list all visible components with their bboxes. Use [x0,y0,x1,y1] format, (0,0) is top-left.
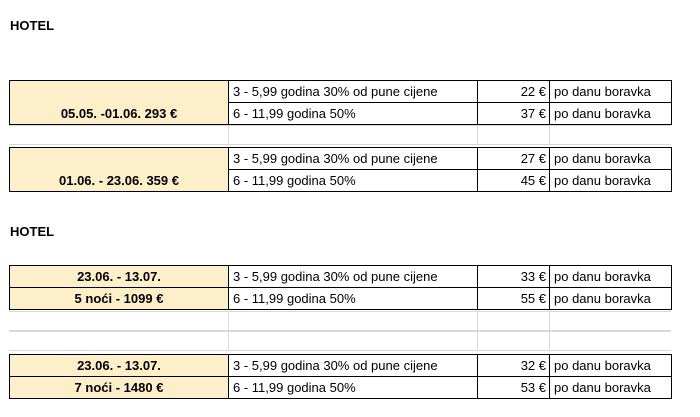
age-description: 3 - 5,99 godina 30% od pune cijene [229,148,478,170]
period-cell: 23.06. - 13.07. [10,355,229,377]
table-row [10,377,672,399]
table-row [10,266,672,288]
price-cell: 55 € [478,288,550,310]
table-row [10,148,672,170]
spacer-row [9,311,671,331]
price-table [9,80,672,125]
age-description: 6 - 11,99 godina 50% [229,103,478,125]
period-cell: 23.06. - 13.07. [10,266,229,288]
unit-cell: po danu boravka [550,377,672,399]
unit-cell: po danu boravka [550,103,672,125]
price-cell: 37 € [478,103,550,125]
price-cell: 53 € [478,377,550,399]
age-description: 3 - 5,99 godina 30% od pune cijene [229,266,478,288]
price-table [9,354,672,399]
spacer-row [9,331,671,351]
unit-cell: po danu boravka [550,355,672,377]
age-description: 6 - 11,99 godina 50% [229,377,478,399]
unit-cell: po danu boravka [550,266,672,288]
age-description: 3 - 5,99 godina 30% od pune cijene [229,81,478,103]
price-cell: 45 € [478,170,550,192]
section-title: HOTEL [10,224,55,239]
unit-cell: po danu boravka [550,81,672,103]
price-table [9,147,672,192]
period-cell: 5 noći - 1099 € [10,288,229,310]
price-table [9,265,672,310]
table-row [10,355,672,377]
table-row [10,288,672,310]
section-title: HOTEL [10,18,55,33]
age-description: 6 - 11,99 godina 50% [229,170,478,192]
unit-cell: po danu boravka [550,288,672,310]
unit-cell: po danu boravka [550,148,672,170]
price-cell: 33 € [478,266,550,288]
period-cell: 01.06. - 23.06. 359 € [10,148,229,192]
price-cell: 22 € [478,81,550,103]
age-description: 3 - 5,99 godina 30% od pune cijene [229,355,478,377]
unit-cell: po danu boravka [550,170,672,192]
spacer-row [9,125,671,145]
period-cell: 05.05. -01.06. 293 € [10,81,229,125]
table-row [10,81,672,103]
period-cell: 7 noći - 1480 € [10,377,229,399]
age-description: 6 - 11,99 godina 50% [229,288,478,310]
price-cell: 27 € [478,148,550,170]
price-cell: 32 € [478,355,550,377]
